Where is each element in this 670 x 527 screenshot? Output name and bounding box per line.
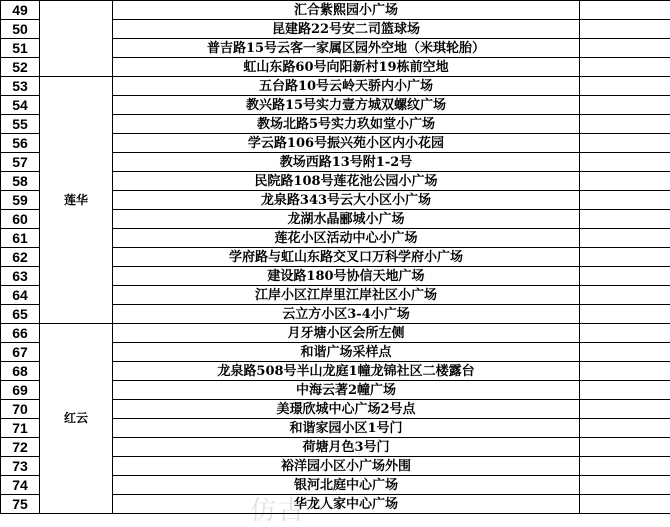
district-cell[interactable]	[40, 1, 113, 77]
watermark: 仿古	[250, 490, 306, 527]
row-number-cell[interactable]: 63	[1, 267, 40, 286]
row-number-cell[interactable]: 53	[1, 77, 40, 96]
empty-cell[interactable]	[580, 267, 670, 286]
district-cell[interactable]: 莲华	[40, 77, 113, 324]
row-number-cell[interactable]: 61	[1, 229, 40, 248]
site-name-cell[interactable]: 学云路106号振兴苑小区内小花园	[113, 134, 580, 153]
site-name-cell[interactable]: 教场北路5号实力玖如堂小广场	[113, 115, 580, 134]
site-name-cell[interactable]: 江岸小区江岸里江岸社区小广场	[113, 286, 580, 305]
row-number-cell[interactable]: 52	[1, 58, 40, 77]
empty-cell[interactable]	[580, 324, 670, 343]
row-number-cell[interactable]: 50	[1, 20, 40, 39]
empty-cell[interactable]	[580, 77, 670, 96]
empty-cell[interactable]	[580, 438, 670, 457]
table-row	[1, 1, 670, 20]
empty-cell[interactable]	[580, 362, 670, 381]
site-name-cell[interactable]: 虹山东路60号向阳新村19栋前空地	[113, 58, 580, 77]
empty-cell[interactable]	[580, 476, 670, 495]
empty-cell[interactable]	[580, 115, 670, 134]
site-name-cell[interactable]: 裕洋园小区小广场外围	[113, 457, 580, 476]
site-table-body	[1, 1, 670, 514]
row-number-cell[interactable]: 72	[1, 438, 40, 457]
empty-cell[interactable]	[580, 457, 670, 476]
site-name-cell[interactable]: 和谐家园小区1号门	[113, 419, 580, 438]
row-number-cell[interactable]: 56	[1, 134, 40, 153]
table-row	[1, 77, 670, 96]
site-name-cell[interactable]: 和谐广场采样点	[113, 343, 580, 362]
empty-cell[interactable]	[580, 495, 670, 514]
row-number-cell[interactable]: 70	[1, 400, 40, 419]
row-number-cell[interactable]: 67	[1, 343, 40, 362]
empty-cell[interactable]	[580, 400, 670, 419]
empty-cell[interactable]	[580, 153, 670, 172]
site-name-cell[interactable]: 教兴路15号实力壹方城双螺纹广场	[113, 96, 580, 115]
site-name-cell[interactable]: 云立方小区3-4小广场	[113, 305, 580, 324]
row-number-cell[interactable]: 65	[1, 305, 40, 324]
district-cell[interactable]: 红云	[40, 324, 113, 514]
row-number-cell[interactable]: 58	[1, 172, 40, 191]
empty-cell[interactable]	[580, 286, 670, 305]
row-number-cell[interactable]: 69	[1, 381, 40, 400]
empty-cell[interactable]	[580, 419, 670, 438]
row-number-cell[interactable]: 66	[1, 324, 40, 343]
site-name-cell[interactable]: 汇合紫熙园小广场	[113, 1, 580, 20]
table-row	[1, 324, 670, 343]
empty-cell[interactable]	[580, 1, 670, 20]
empty-cell[interactable]	[580, 172, 670, 191]
empty-cell[interactable]	[580, 20, 670, 39]
row-number-cell[interactable]: 55	[1, 115, 40, 134]
site-name-cell[interactable]: 龙泉路508号半山龙庭1幢龙锦社区二楼露台	[113, 362, 580, 381]
site-name-cell[interactable]: 昆建路22号安二司篮球场	[113, 20, 580, 39]
row-number-cell[interactable]: 74	[1, 476, 40, 495]
row-number-cell[interactable]: 60	[1, 210, 40, 229]
site-name-cell[interactable]: 学府路与虹山东路交叉口万科学府小广场	[113, 248, 580, 267]
row-number-cell[interactable]: 75	[1, 495, 40, 514]
row-number-cell[interactable]: 59	[1, 191, 40, 210]
site-name-cell[interactable]: 教场西路13号附1-2号	[113, 153, 580, 172]
site-name-cell[interactable]: 荷塘月色3号门	[113, 438, 580, 457]
empty-cell[interactable]	[580, 229, 670, 248]
site-name-cell[interactable]: 月牙塘小区会所左侧	[113, 324, 580, 343]
site-name-cell[interactable]: 龙湖水晶郦城小广场	[113, 210, 580, 229]
row-number-cell[interactable]: 62	[1, 248, 40, 267]
site-name-cell[interactable]: 民院路108号莲花池公园小广场	[113, 172, 580, 191]
site-name-cell[interactable]: 华龙人家中心广场	[113, 495, 580, 514]
empty-cell[interactable]	[580, 210, 670, 229]
site-name-cell[interactable]: 莲花小区活动中心小广场	[113, 229, 580, 248]
empty-cell[interactable]	[580, 248, 670, 267]
empty-cell[interactable]	[580, 96, 670, 115]
site-name-cell[interactable]: 龙泉路343号云大小区小广场	[113, 191, 580, 210]
row-number-cell[interactable]: 49	[1, 1, 40, 20]
site-name-cell[interactable]: 建设路180号协信天地广场	[113, 267, 580, 286]
row-number-cell[interactable]: 73	[1, 457, 40, 476]
row-number-cell[interactable]: 51	[1, 39, 40, 58]
empty-cell[interactable]	[580, 191, 670, 210]
site-name-cell[interactable]: 中海云著2幢广场	[113, 381, 580, 400]
site-name-cell[interactable]: 五台路10号云岭天骄内小广场	[113, 77, 580, 96]
row-number-cell[interactable]: 57	[1, 153, 40, 172]
site-name-cell[interactable]: 银河北庭中心广场	[113, 476, 580, 495]
site-name-cell[interactable]: 普吉路15号云客一家属区园外空地（米琪轮胎）	[113, 39, 580, 58]
row-number-cell[interactable]: 71	[1, 419, 40, 438]
row-number-cell[interactable]: 64	[1, 286, 40, 305]
empty-cell[interactable]	[580, 134, 670, 153]
empty-cell[interactable]	[580, 39, 670, 58]
empty-cell[interactable]	[580, 58, 670, 77]
row-number-cell[interactable]: 54	[1, 96, 40, 115]
site-name-cell[interactable]: 美璟欣城中心广场2号点	[113, 400, 580, 419]
row-number-cell[interactable]: 68	[1, 362, 40, 381]
empty-cell[interactable]	[580, 381, 670, 400]
empty-cell[interactable]	[580, 343, 670, 362]
empty-cell[interactable]	[580, 305, 670, 324]
